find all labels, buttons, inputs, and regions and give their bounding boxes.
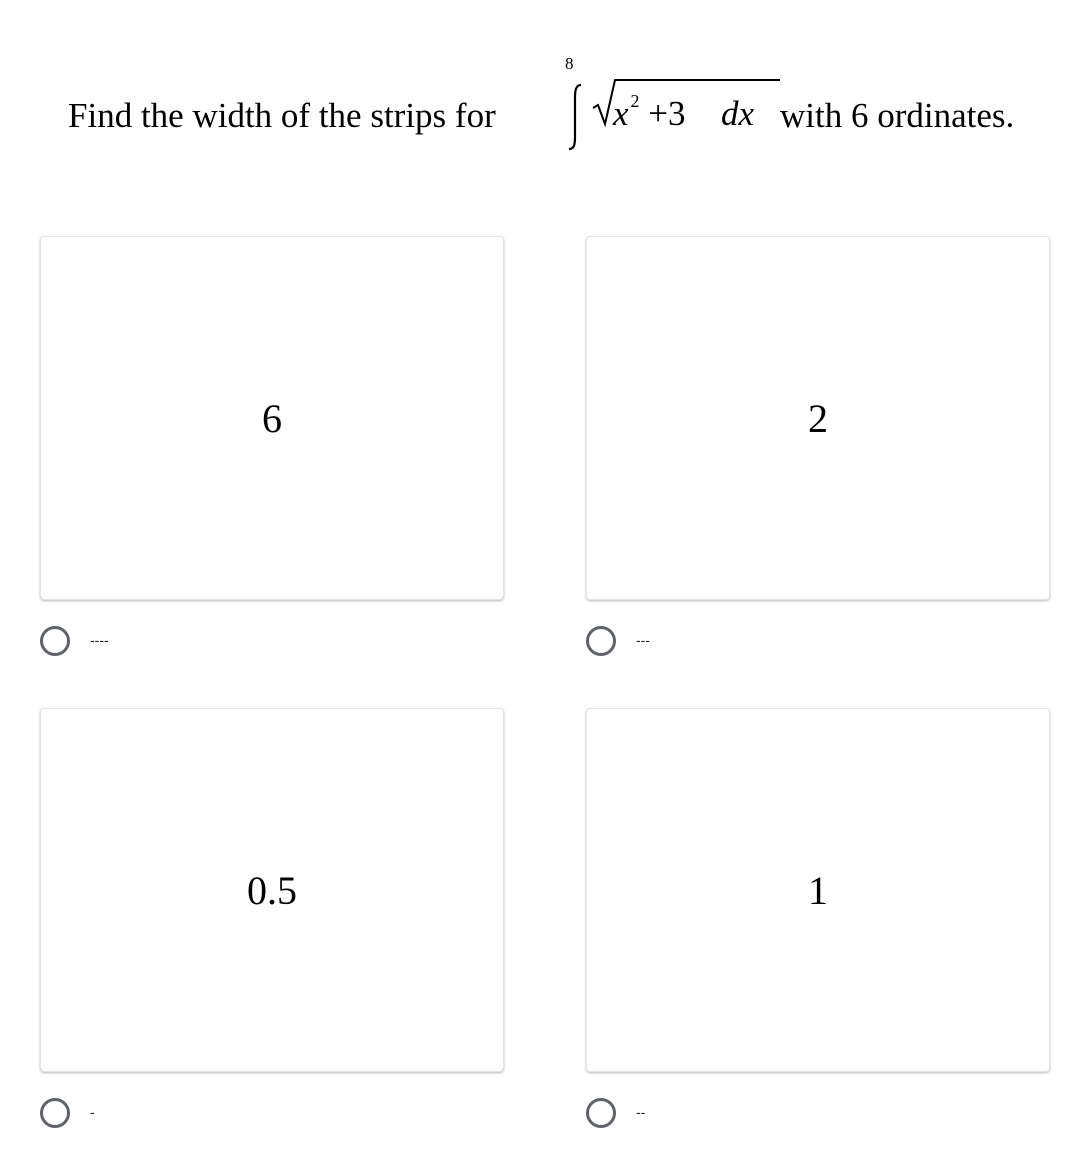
integral-sign-icon [566,82,586,152]
option-radio-a[interactable] [40,626,70,656]
option-radio-label: - [90,1104,95,1120]
option-card-c[interactable] [40,708,504,1072]
option-radio-b[interactable] [586,626,616,656]
question [68,52,1058,182]
option-radio-row-c[interactable] [40,1098,95,1128]
option-radio-label: --- [636,632,650,648]
option-card-d[interactable] [586,708,1050,1072]
integrand [613,91,686,134]
option-radio-row-a[interactable] [40,626,109,656]
integral-expression [552,52,782,182]
option-radio-label: -- [636,1104,646,1120]
option-card-b[interactable] [586,236,1050,600]
option-value: 6 [262,395,282,441]
option-value: 1 [808,867,828,913]
option-radio-d[interactable] [586,1098,616,1128]
option-radio-label: ---- [90,632,109,648]
integrand-exponent: 2 [630,91,640,111]
option-radio-row-b[interactable] [586,626,650,656]
option-radio-c[interactable] [40,1098,70,1128]
question-text-after: with 6 ordinates. [780,96,1015,135]
option-radio-row-d[interactable] [586,1098,645,1128]
option-card-a[interactable] [40,236,504,600]
integrand-rest: +3 [648,94,686,133]
integrand-variable: x [613,94,629,133]
option-value: 2 [808,395,828,441]
integral-upper-limit: 8 [565,54,574,73]
option-value: 0.5 [247,867,297,913]
question-text-before: Find the width of the strips for [68,96,496,135]
integral-differential: dx [721,94,755,133]
